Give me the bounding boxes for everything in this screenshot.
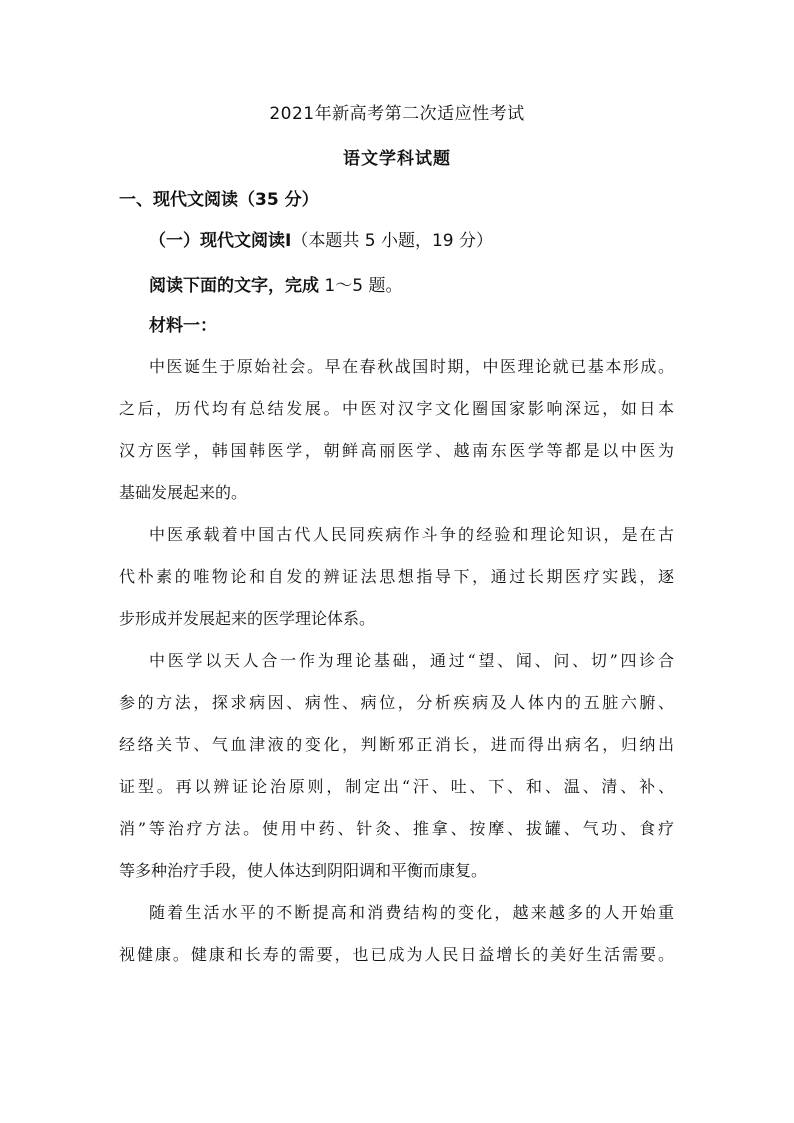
body-line: 视健康。健康和长寿的需要，也已成为人民日益增长的美好生活需要。: [119, 945, 674, 964]
body-line: 代朴素的唯物论和自发的辨证法思想指导下，通过长期医疗实践，逐: [119, 567, 674, 586]
body-line: 消”等治疗方法。使用中药、针灸、推拿、按摩、拔罐、气功、食疗: [119, 819, 674, 838]
material-label: 材料一：: [149, 316, 217, 336]
subsection-heading-bold: （一）现代文阅读Ⅰ: [149, 231, 292, 251]
reading-instruction-range: 1～5 题。: [319, 276, 403, 296]
body-line: 等多种治疗手段，使人体达到阴阳调和平衡而康复。: [119, 861, 488, 880]
body-line: 步形成并发展起来的医学理论体系。: [119, 609, 376, 628]
exam-subtitle: 语文学科试题: [343, 149, 451, 169]
section-heading: 一、现代文阅读（35 分）: [119, 190, 319, 210]
body-line: 参的方法，探求病因、病性、病位，分析疾病及人体内的五脏六腑、: [119, 693, 674, 712]
body-line: 随着生活水平的不断提高和消费结构的变化，越来越多的人开始重: [149, 903, 674, 922]
subsection-heading-detail: （本题共 5 小题，19 分）: [291, 231, 493, 251]
body-line: 中医承载着中国古代人民同疾病作斗争的经验和理论知识，是在古: [149, 525, 674, 544]
body-line: 证型。再以辨证论治原则，制定出“汗、吐、下、和、温、清、补、: [119, 777, 674, 796]
body-line: 中医诞生于原始社会。早在春秋战国时期，中医理论就已基本形成。: [149, 357, 674, 376]
body-line: 中医学以天人合一作为理论基础，通过“望、闻、问、切”四诊合: [149, 651, 674, 670]
subsection-heading: [149, 233, 493, 250]
reading-instruction: [149, 278, 402, 295]
exam-title: 2021年新高考第二次适应性考试: [269, 104, 525, 124]
body-line: 基础发展起来的。: [119, 483, 248, 502]
body-line: 汉方医学，韩国韩医学，朝鲜高丽医学、越南东医学等都是以中医为: [119, 441, 674, 460]
body-line: 之后，历代均有总结发展。中医对汉字文化圈国家影响深远，如日本: [119, 399, 674, 418]
body-line: 经络关节、气血津液的变化，判断邪正消长，进而得出病名，归纳出: [119, 735, 674, 754]
reading-instruction-bold: 阅读下面的文字，完成: [149, 276, 319, 296]
